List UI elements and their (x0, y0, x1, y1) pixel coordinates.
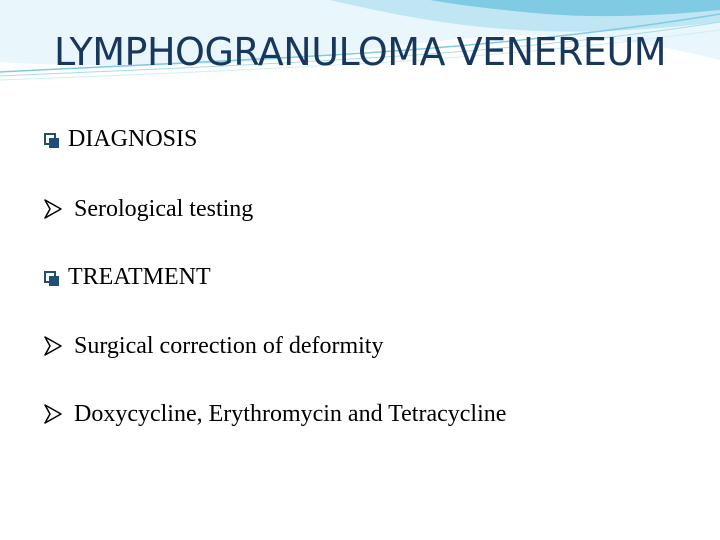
section-heading-treatment (44, 263, 211, 291)
bullet-text: Serological testing (74, 196, 254, 222)
section-heading-diagnosis (44, 125, 197, 153)
arrow-bullet-icon (44, 404, 62, 424)
list-item-surgical-correction (44, 332, 383, 360)
square-bullet-icon (44, 271, 56, 283)
bullet-text: TREATMENT (68, 264, 211, 290)
bullet-text: Doxycycline, Erythromycin and Tetracycline (74, 401, 507, 427)
arrow-bullet-icon (44, 336, 62, 356)
bullet-text: DIAGNOSIS (68, 126, 198, 152)
bullet-text: Surgical correction of deformity (74, 333, 384, 359)
list-item-antibiotics (44, 400, 506, 428)
square-bullet-icon (44, 133, 56, 145)
list-item-serological-testing (44, 195, 253, 223)
arrow-bullet-icon (44, 199, 62, 219)
slide-title: LYMPHOGRANULOMA VENEREUM (53, 30, 667, 74)
